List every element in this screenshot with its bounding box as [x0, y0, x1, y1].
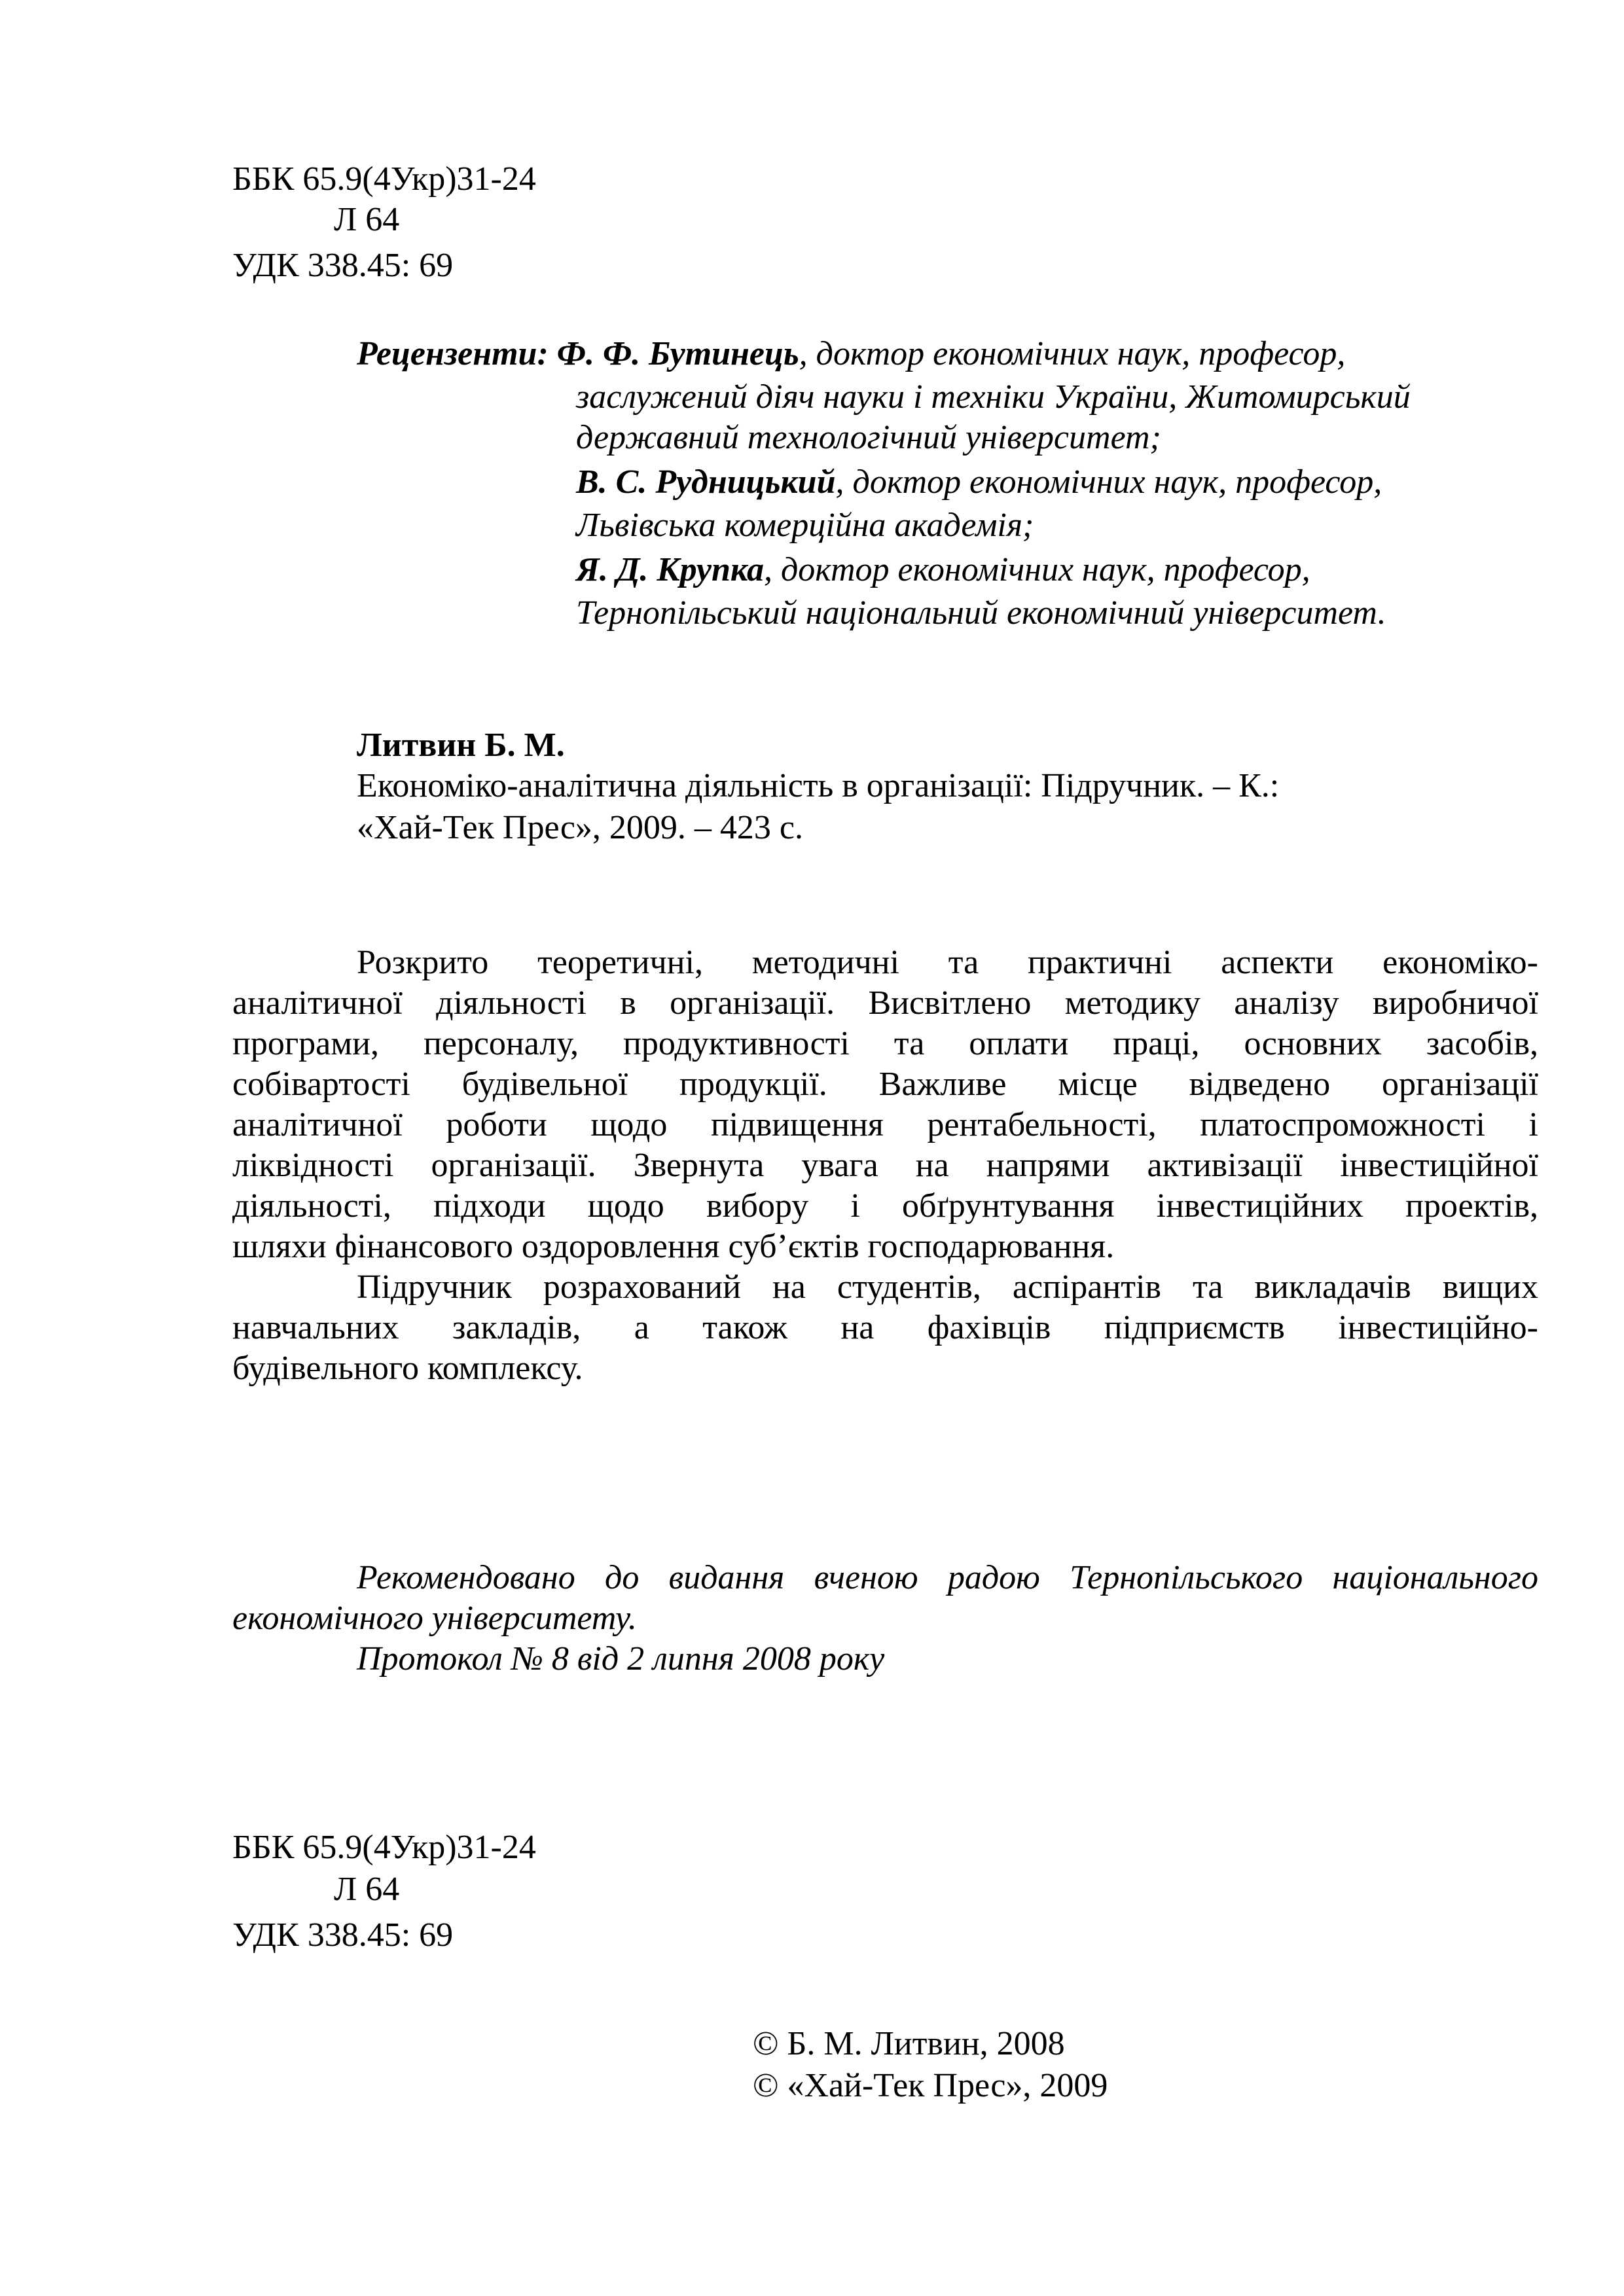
- reviewer-2-name: В. С. Рудницький: [576, 463, 836, 501]
- reviewers-heading: Рецензенти:: [357, 335, 549, 372]
- udk-code-bottom: УДК 338.45: 69: [232, 1916, 454, 1954]
- recommendation-line-1: Рекомендовано до видання вченою радою Тернопільського національного: [357, 1559, 1538, 1596]
- reviewer-1-affiliation-2: державний технологічний університет;: [576, 419, 1161, 456]
- abstract-p2-line-3: будівельного комплексу.: [232, 1350, 583, 1387]
- abstract-p1-line-1: Розкрито теоретичні, методичні та практичні аспекти економіко-: [357, 944, 1538, 981]
- udk-code-top: УДК 338.45: 69: [232, 247, 454, 284]
- citation-publisher: «Хай-Тек Прес», 2009. – 423 с.: [357, 809, 803, 846]
- reviewer-1-title: , доктор економічних наук, професор,: [799, 335, 1346, 372]
- abstract-p1-line-7: діяльності, підходи щодо вибору і обґрунтування інвестиційних проектів,: [232, 1187, 1538, 1225]
- recommendation-line-2: економічного університету.: [232, 1600, 637, 1637]
- reviewer-1-affiliation-1: заслужений діяч науки і техніки України, Житомирський: [576, 378, 1411, 416]
- reviewer-3-title: , доктор економічних наук, професор,: [764, 551, 1310, 588]
- copyright-publisher: © «Хай-Тек Прес», 2009: [753, 2067, 1108, 2104]
- abstract-p1-line-6: ліквідності організації. Звернута увага на напрями активізації інвестиційної: [232, 1147, 1538, 1184]
- reviewer-3-row: [576, 550, 1310, 590]
- reviewer-1-row: [357, 334, 1345, 374]
- abstract-p1-line-3: програми, персоналу, продуктивності та оплати праці, основних засобів,: [232, 1025, 1538, 1062]
- reviewer-2-row: [576, 462, 1382, 503]
- abstract-p1-line-5: аналітичної роботи щодо підвищення рентабельності, платоспроможності і: [232, 1106, 1538, 1143]
- citation-author: Литвин Б. М.: [357, 726, 565, 764]
- abstract-p1-line-8: шляхи фінансового оздоровлення суб’єктів господарювання.: [232, 1228, 1115, 1265]
- bbk-code-bottom: ББК 65.9(4Укр)31-24: [232, 1829, 536, 1866]
- reviewer-3-affiliation: Тернопільський національний економічний університет.: [576, 594, 1386, 632]
- abstract-p1-line-4: собівартості будівельної продукції. Важливе місце відведено організації: [232, 1066, 1538, 1103]
- bbk-code-top: ББК 65.9(4Укр)31-24: [232, 160, 536, 198]
- author-mark-top: Л 64: [334, 201, 400, 238]
- author-mark-bottom: Л 64: [334, 1871, 400, 1908]
- reviewer-1-name: Ф. Ф. Бутинець: [556, 335, 799, 372]
- citation-title: Економіко-аналітична діяльність в організації: Підручник. – К.:: [357, 767, 1280, 804]
- copyright-author: © Б. М. Литвин, 2008: [753, 2025, 1065, 2062]
- reviewer-2-affiliation: Львівська комерційна академія;: [576, 507, 1034, 544]
- reviewer-3-name: Я. Д. Крупка: [576, 551, 764, 588]
- abstract-p1-line-2: аналітичної діяльності в організації. Висвітлено методику аналізу виробничої: [232, 984, 1538, 1022]
- abstract-p2-line-2: навчальних закладів, а також на фахівців підприємств інвестиційно-: [232, 1309, 1538, 1346]
- recommendation-protocol: Протокол № 8 від 2 липня 2008 року: [357, 1640, 885, 1677]
- abstract-p2-line-1: Підручник розрахований на студентів, аспірантів та викладачів вищих: [357, 1268, 1538, 1306]
- reviewer-2-title: , доктор економічних наук, професор,: [835, 463, 1382, 501]
